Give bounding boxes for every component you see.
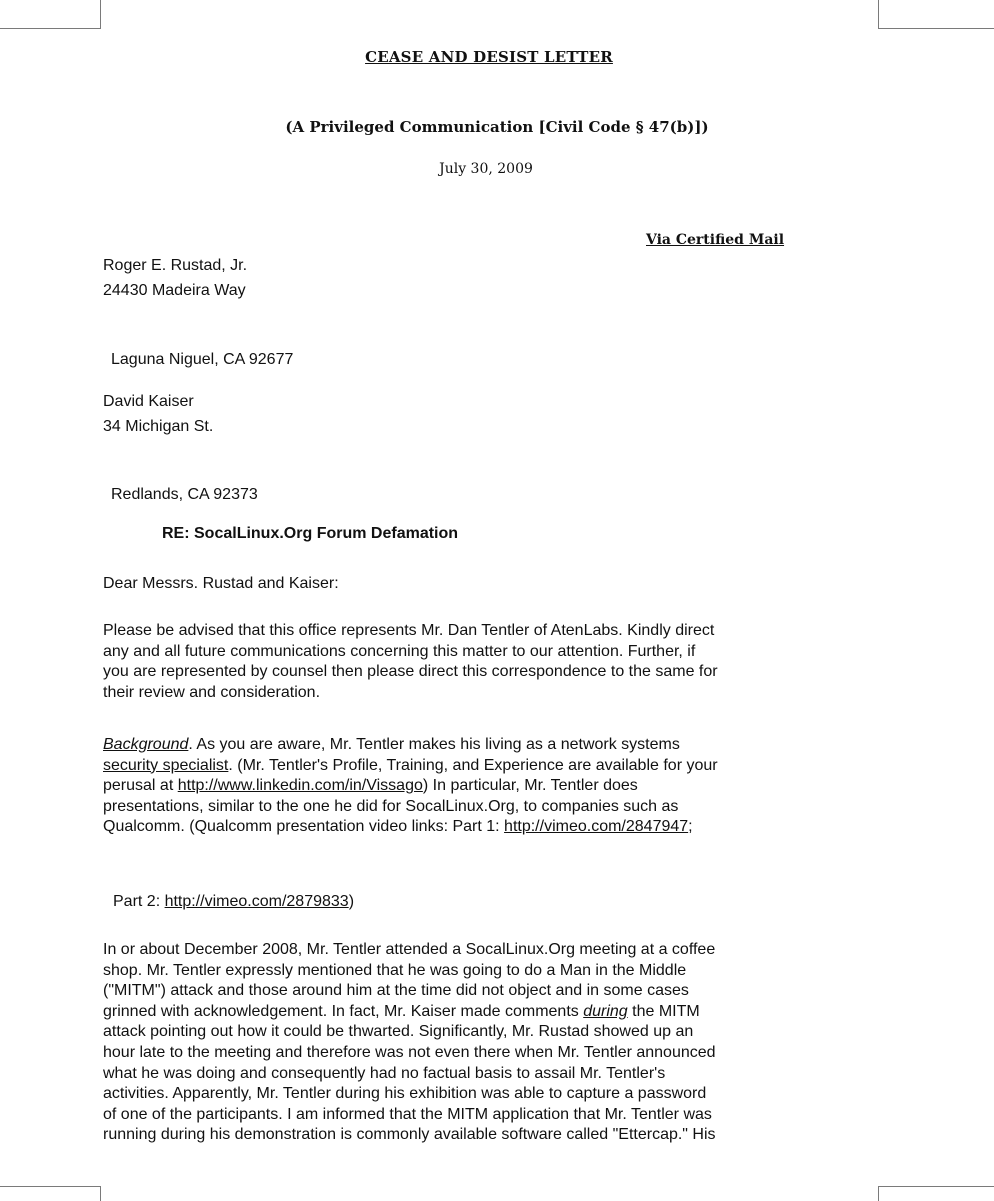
letter-date: July 30, 2009 [439, 161, 533, 177]
paragraph-line: activities. Apparently, Mr. Tentler during his exhibition was able to capture a password [103, 1085, 707, 1103]
crop-mark-bottom-left [0, 1186, 101, 1201]
paragraph-line: what he was doing and consequently had no factual basis to assail Mr. Tentler's [103, 1064, 666, 1082]
paragraph-line: ("MITM") attack and those around him at the time did not object and in some cases [103, 982, 689, 1000]
paragraph-line: security specialist. (Mr. Tentler's Profile, Training, and Experience are available for your [103, 756, 718, 774]
crop-mark-bottom-right [878, 1186, 994, 1201]
paragraph-line: Please be advised that this office represents Mr. Dan Tentler of AtenLabs. Kindly direct [103, 622, 715, 639]
paragraph-representation [103, 621, 903, 703]
recipient1-street: 24430 Madeira Way [103, 282, 246, 299]
paragraph-line: hour late to the meeting and therefore was not even there when Mr. Tentler announced [103, 1043, 716, 1061]
crop-mark-top-left [0, 0, 101, 29]
part2-line: Part 2: http://vimeo.com/2879833) [113, 893, 355, 910]
paragraph-line: shop. Mr. Tentler expressly mentioned that he was going to do a Man in the Middle [103, 961, 687, 979]
paragraph-line: grinned with acknowledgement. In fact, Mr. Kaiser made comments during the MITM [103, 1002, 700, 1020]
vimeo-part1-link[interactable]: http://vimeo.com/2847947 [504, 818, 689, 836]
paragraph-line: Qualcomm. (Qualcomm presentation video links: Part 1: http://vimeo.com/2847947; [103, 818, 693, 836]
paragraph-line: any and all future communications concerning this matter to our attention. Further, if [103, 642, 696, 660]
security-specialist-text: security specialist [103, 756, 229, 774]
subject-line: RE: SocalLinux.Org Forum Defamation [162, 525, 459, 542]
salutation: Dear Messrs. Rustad and Kaiser: [103, 575, 339, 592]
paragraph-line: running during his demonstration is commonly available software called "Ettercap." His [103, 1126, 716, 1144]
paragraph-line: presentations, similar to the one he did for SocalLinux.Org, to companies such as [103, 797, 679, 815]
paragraph-incident [103, 940, 903, 1146]
letter-title: CEASE AND DESIST LETTER [365, 48, 613, 66]
paragraph-line: you are represented by counsel then please direct this correspondence to the same for [103, 663, 718, 681]
recipient1-name: Roger E. Rustad, Jr. [103, 257, 248, 274]
paragraph-line: of one of the participants. I am informed that the MITM application that Mr. Tentler was [103, 1105, 712, 1123]
paragraph-line: perusal at http://www.linkedin.com/in/Vissago) In particular, Mr. Tentler does [103, 777, 638, 795]
letter-subtitle: (A Privileged Communication [Civil Code § 47(b)]) [285, 118, 709, 136]
background-heading: Background [103, 736, 189, 753]
paragraph-line: In or about December 2008, Mr. Tentler attended a SocalLinux.Org meeting at a coffee [103, 941, 716, 958]
paragraph-line: their review and consideration. [103, 683, 321, 701]
recipient2-street: 34 Michigan St. [103, 418, 214, 435]
recipient1-city: Laguna Niguel, CA 92677 [111, 351, 294, 368]
recipient2-city: Redlands, CA 92373 [111, 486, 258, 503]
paragraph-line: attack pointing out how it could be thwarted. Significantly, Mr. Rustad showed up an [103, 1023, 694, 1041]
linkedin-link[interactable]: http://www.linkedin.com/in/Vissago [177, 777, 423, 795]
paragraph-background [103, 735, 903, 838]
recipient2-name: David Kaiser [103, 393, 194, 410]
vimeo-part2-link[interactable]: http://vimeo.com/2879833 [164, 893, 349, 910]
crop-mark-top-right [878, 0, 994, 29]
delivery-method: Via Certified Mail [646, 232, 785, 248]
paragraph-line: Background. As you are aware, Mr. Tentler makes his living as a network systems [103, 736, 680, 753]
emphasis-during: during [583, 1002, 628, 1020]
